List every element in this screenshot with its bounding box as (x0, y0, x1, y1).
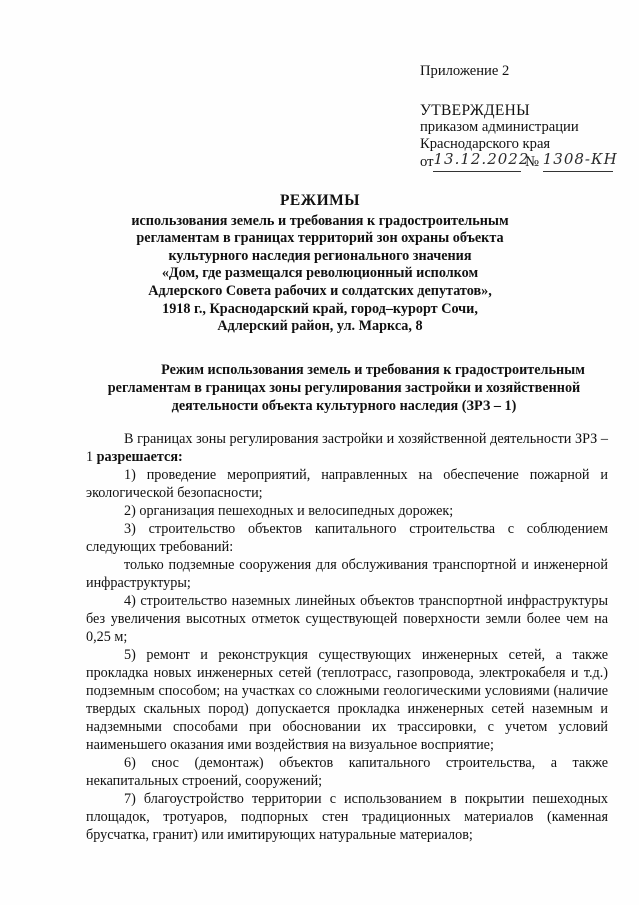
number-label: № (525, 154, 540, 170)
title-line: «Дом, где размещался революционный исполком (161, 265, 479, 282)
approval-block (420, 63, 630, 171)
annex-label: Приложение 2 (420, 63, 510, 79)
handwritten-date: 13.12.2022 (433, 150, 530, 168)
section-line: деятельности объекта культурного наследия (ЗРЗ – 1) (171, 398, 517, 414)
intro-paragraph (86, 430, 608, 466)
title-line: регламентам в границах территорий зон охраны объекта (136, 230, 504, 247)
title-line: Адлерский район, ул. Маркса, 8 (217, 318, 423, 335)
title-line: культурного наследия регионального значения (168, 247, 472, 264)
list-item: 2) организация пешеходных и велосипедных дорожек; (124, 503, 454, 519)
title-line: 1918 г., Краснодарский край, город–курорт Сочи, (162, 300, 478, 317)
approval-date-row (420, 150, 630, 171)
list-item: 5) ремонт и реконструкция существующих инженерных сетей, а также прокладка новых инженерных сетей (теплотрасс, газопровода, электрокабеля и т.д.) подземным способом; на участках со сложными геологическими условиями (наличие твердых скальных пород) допускается прокладка инженерных сетей наземным и надземными способами при обосновании их трассировки, с учетом условий наименьшего оказания ими воздействия на визуальное восприятие; (86, 647, 608, 753)
list-item: 7) благоустройство территории с использованием в покрытии пешеходных площадок, тротуаров, подпорных стен традиционных материалов (каменная брусчатка, гранит) или имитирующих натуральные материалов; (86, 791, 608, 843)
list-item: только подземные сооружения для обслуживания транспортной и инженерной инфраструктуры; (86, 557, 608, 591)
list-item: 6) снос (демонтаж) объектов капитального строительства, а также некапитальных строений, сооружений; (86, 755, 608, 789)
intro-text: В границах зоны регулирования застройки и хозяйственной деятельности ЗРЗ – 1 (86, 431, 608, 465)
list-item: 4) строительство наземных линейных объектов транспортной инфраструктуры без увеличения высотных отметок существующей поверхности земли более чем на 0,25 м; (86, 593, 608, 645)
handwritten-number: 1308-КН (542, 150, 618, 168)
title-head: РЕЖИМЫ (279, 192, 361, 209)
intro-permitted: разрешается: (96, 449, 183, 465)
document-title (100, 192, 540, 336)
title-line: Адлерского Совета рабочих и солдатских депутатов», (148, 282, 492, 299)
section-line: Режим использования земель и требования к градостроительным (161, 362, 585, 378)
section-line: регламентам в границах зоны регулирования застройки и хозяйственной (107, 380, 581, 396)
section-heading (84, 361, 604, 415)
document-body (86, 430, 608, 844)
approval-line-1: приказом администрации (420, 119, 579, 135)
approval-line-2: Краснодарского края (420, 136, 551, 152)
list-item: 3) строительство объектов капитального строительства с соблюдением следующих требований: (86, 521, 608, 555)
list-item: 1) проведение мероприятий, направленных на обеспечение пожарной и экологической безопасности; (86, 467, 608, 501)
title-line: использования земель и требования к градостроительным (131, 212, 509, 229)
from-label: от (420, 154, 434, 170)
approved-label: УТВЕРЖДЕНЫ (420, 102, 530, 119)
